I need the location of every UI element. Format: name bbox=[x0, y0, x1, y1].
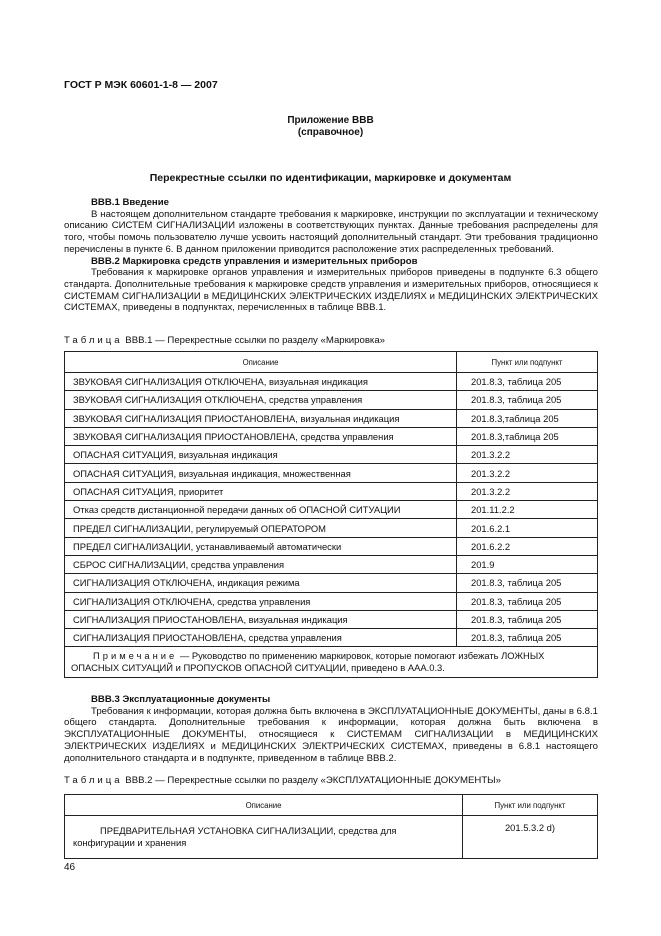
section-3-text: Требования к информации, которая должна быть включена в ЭКСПЛУАТАЦИОННЫЕ ДОКУМЕНТЫ, даны в 6.8.1 общего стандарта. Дополнительные требования к информации, которая должна быть включена в ЭКСПЛУАТАЦИОННЫЕ ДОКУМЕНТЫ, относящиеся к СИСТЕМАМ СИГНАЛИЗАЦИИ в МЕДИЦИНСКИХ ЭЛЕКТРИЧЕСКИХ ИЗДЕЛИЯХ и МЕДИЦИНСКИХ ЭЛЕКТРИЧЕСКИХ СИСТЕМАХ, приведены в 6.8.1 настоящего дополнительного стандарта и в подпункте, приведенном в таблице ВВВ.2. bbox=[64, 705, 598, 764]
table-1 bbox=[64, 351, 598, 678]
table-row bbox=[65, 629, 598, 647]
table-cell-description: СИГНАЛИЗАЦИЯ ПРИОСТАНОВЛЕНА, визуальная индикация bbox=[65, 610, 457, 628]
table-cell-reference: 201.8.3, таблица 205 bbox=[457, 610, 598, 628]
table-cell-reference: 201.9 bbox=[457, 555, 598, 573]
table-row bbox=[65, 427, 598, 445]
table-cell-reference: 201.6.2.1 bbox=[457, 519, 598, 537]
column-header: Пункт или подпункт bbox=[463, 795, 598, 816]
table-row bbox=[65, 464, 598, 482]
table-cell-description: Отказ средств дистанционной передачи данных об ОПАСНОЙ СИТУАЦИИ bbox=[65, 501, 457, 519]
table-2 bbox=[64, 794, 598, 859]
table-cell-reference: 201.8.3, таблица 205 bbox=[457, 592, 598, 610]
table-cell-reference: 201.11.2.2 bbox=[457, 501, 598, 519]
table-cell-description: ОПАСНАЯ СИТУАЦИЯ, приоритет bbox=[65, 482, 457, 500]
table-row bbox=[65, 391, 598, 409]
table-cell-description: ЗВУКОВАЯ СИГНАЛИЗАЦИЯ ОТКЛЮЧЕНА, визуальная индикация bbox=[65, 373, 457, 391]
table-row bbox=[65, 592, 598, 610]
section-1-heading: ВВВ.1 Введение bbox=[91, 197, 169, 208]
table-row bbox=[65, 574, 598, 592]
column-header: Пункт или подпункт bbox=[457, 352, 598, 373]
table-cell-reference: 201.3.2.2 bbox=[457, 482, 598, 500]
table-cell-description: СБРОС СИГНАЛИЗАЦИИ, средства управления bbox=[65, 555, 457, 573]
note-text: — Руководство по применению маркировок, которые помогают избежать ЛОЖНЫХ ОПАСНЫХ СИТУАЦИЙ и ПРОПУСКОВ ОПАСНОЙ СИТУАЦИИ, приведено в ААА.0.3. bbox=[71, 650, 545, 674]
table-cell-reference: 201.3.2.2 bbox=[457, 464, 598, 482]
standard-header: ГОСТ Р МЭК 60601-1-8 — 2007 bbox=[64, 79, 218, 91]
table-cell-reference: 201.8.3, таблица 205 bbox=[457, 574, 598, 592]
column-header: Описание bbox=[65, 352, 457, 373]
table-cell-reference: 201.8.3, таблица 205 bbox=[457, 629, 598, 647]
table-cell-description: ЗВУКОВАЯ СИГНАЛИЗАЦИЯ ОТКЛЮЧЕНА, средства управления bbox=[65, 391, 457, 409]
page-number: 46 bbox=[64, 862, 76, 873]
table-cell-description: ЗВУКОВАЯ СИГНАЛИЗАЦИЯ ПРИОСТАНОВЛЕНА, визуальная индикация bbox=[65, 409, 457, 427]
table-row bbox=[65, 501, 598, 519]
table-cell-description: СИГНАЛИЗАЦИЯ ПРИОСТАНОВЛЕНА, средства управления bbox=[65, 629, 457, 647]
table-cell-reference: 201.8.3,таблица 205 bbox=[457, 409, 598, 427]
column-header: Описание bbox=[65, 795, 463, 816]
table-cell-reference: 201.8.3, таблица 205 bbox=[457, 391, 598, 409]
table-cell-description: ПРЕДЕЛ СИГНАЛИЗАЦИИ, устанавливаемый автоматически bbox=[65, 537, 457, 555]
appendix-title: Приложение ВВВ bbox=[287, 115, 374, 126]
section-2-text: Требования к маркировке органов управления и измерительных приборов приведены в подпункте 6.3 общего стандарта. Дополнительные требования к маркировке средств управления и измерительных приборов, относящиеся к СИСТЕМАМ СИГНАЛИЗАЦИИ в МЕДИЦИНСКИХ ЭЛЕКТРИЧЕСКИХ ИЗДЕЛИЯХ и МЕДИЦИНСКИХ ЭЛЕКТРИЧЕСКИХ СИСТЕМАХ, приведены в подпунктах, перечисленных в таблице ВВВ.1. bbox=[64, 267, 598, 314]
table-row bbox=[65, 610, 598, 628]
table-row bbox=[65, 519, 598, 537]
table-cell-reference: 201.8.3,таблица 205 bbox=[457, 427, 598, 445]
table-cell-description: ПРЕДВАРИТЕЛЬНАЯ УСТАНОВКА СИГНАЛИЗАЦИИ, средства для конфигурации и хранения bbox=[65, 816, 463, 859]
table-cell-reference: 201.8.3, таблица 205 bbox=[457, 373, 598, 391]
table-row bbox=[65, 373, 598, 391]
table-cell-reference: 201.6.2.2 bbox=[457, 537, 598, 555]
section-3-heading: ВВВ.3 Эксплуатационные документы bbox=[91, 694, 271, 705]
table-cell-description: ЗВУКОВАЯ СИГНАЛИЗАЦИЯ ПРИОСТАНОВЛЕНА, средства управления bbox=[65, 427, 457, 445]
table-cell-description: СИГНАЛИЗАЦИЯ ОТКЛЮЧЕНА, средства управления bbox=[65, 592, 457, 610]
section-1-text: В настоящем дополнительном стандарте требования к маркировке, инструкции по эксплуатации и техническому описанию СИСТЕМ СИГНАЛИЗАЦИИ изложены в соответствующих пунктах. Данные требования распределены для того, чтобы помочь пользователю лучше усвоить настоящий дополнительный стандарт. Эти требования традиционно перечислены в пункте 6. В данном приложении приводится расположение этих распределенных требований. bbox=[64, 208, 598, 255]
table-note bbox=[65, 647, 598, 678]
table1-caption: Таблица ВВВ.1 — Перекрестные ссылки по разделу «Маркировка» bbox=[64, 335, 386, 346]
table2-caption: Таблица ВВВ.2 — Перекрестные ссылки по разделу «ЭКСПЛУАТАЦИОННЫЕ ДОКУМЕНТЫ» bbox=[64, 775, 502, 786]
table-cell-description: СИГНАЛИЗАЦИЯ ОТКЛЮЧЕНА, индикация режима bbox=[65, 574, 457, 592]
table-cell-description: ОПАСНАЯ СИТУАЦИЯ, визуальная индикация, множественная bbox=[65, 464, 457, 482]
table-row bbox=[65, 555, 598, 573]
table-row bbox=[65, 537, 598, 555]
note-label: Примечание bbox=[93, 650, 178, 662]
main-title: Перекрестные ссылки по идентификации, маркировке и документам bbox=[149, 172, 512, 184]
table-row bbox=[65, 409, 598, 427]
section-1 bbox=[64, 197, 598, 314]
appendix-subtitle: (справочное) bbox=[297, 127, 364, 138]
table-row bbox=[65, 446, 598, 464]
table-row bbox=[65, 482, 598, 500]
table-cell-description: ПРЕДЕЛ СИГНАЛИЗАЦИИ, регулируемый ОПЕРАТОРОМ bbox=[65, 519, 457, 537]
section-2-heading: ВВВ.2 Маркировка средств управления и измерительных приборов bbox=[91, 255, 418, 267]
section-3 bbox=[64, 694, 598, 764]
table-cell-description: ОПАСНАЯ СИТУАЦИЯ, визуальная индикация bbox=[65, 446, 457, 464]
table-cell-reference: 201.3.2.2 bbox=[457, 446, 598, 464]
table-cell-reference: 201.5.3.2 d) bbox=[463, 816, 598, 859]
